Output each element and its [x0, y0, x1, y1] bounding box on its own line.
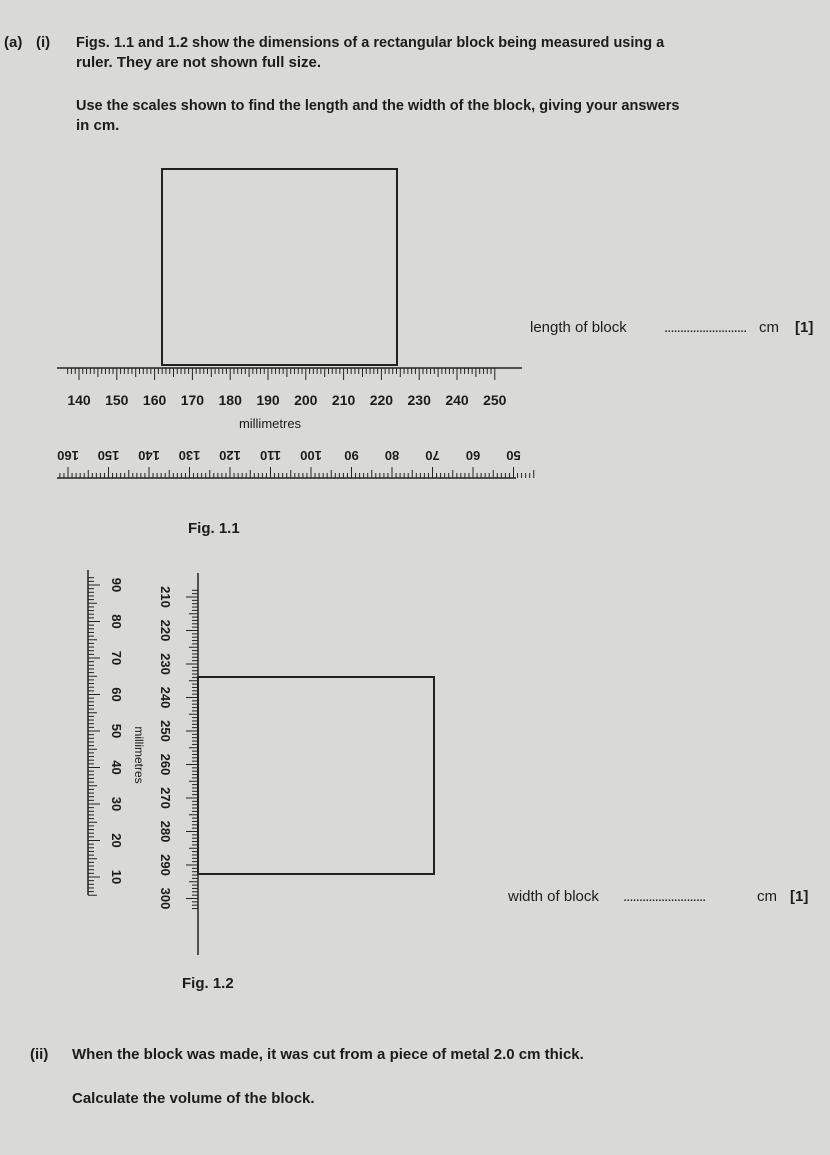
bottom-ruler-number: 80	[384, 448, 400, 463]
right-ruler-number: 220	[158, 619, 173, 642]
width-marks: [1]	[790, 888, 809, 905]
left-ruler-number: 20	[109, 833, 124, 848]
left-ruler-number: 30	[109, 796, 124, 812]
top-ruler-number: 160	[142, 392, 167, 408]
left-ruler-number: 70	[109, 650, 124, 666]
right-ruler-number: 280	[158, 820, 173, 843]
length-answer-label: length of block	[530, 319, 627, 336]
length-answer-unit: cm	[759, 319, 779, 336]
fig1-unit-label: millimetres	[238, 416, 302, 431]
figure-1-1	[0, 0, 830, 520]
left-ruler-number: 60	[109, 687, 124, 702]
bottom-ruler	[57, 448, 534, 478]
top-ruler-number: 190	[256, 392, 280, 408]
bottom-ruler-number: 100	[300, 448, 322, 463]
block-side-view	[198, 677, 434, 874]
right-ruler-number: 240	[158, 686, 173, 709]
subpart-ii-label: (ii)	[30, 1046, 49, 1063]
bottom-ruler-number: 110	[260, 448, 281, 463]
intro-line-2: ruler. They are not shown full size.	[76, 54, 322, 71]
left-ruler-number: 90	[109, 577, 124, 593]
right-ruler-number: 250	[158, 720, 173, 742]
length-marks: [1]	[795, 319, 814, 336]
subpart-ii-text: When the block was made, it was cut from a piece of metal 2.0 cm thick.	[72, 1046, 584, 1063]
subpart-i-label: (i)	[36, 34, 51, 51]
width-answer-label: width of block	[508, 888, 599, 905]
left-ruler-number: 80	[109, 614, 124, 629]
instruction-line-2: in cm.	[76, 117, 120, 134]
left-ruler	[88, 570, 124, 895]
top-ruler-number: 210	[331, 392, 356, 408]
bottom-ruler-number: 150	[97, 448, 120, 463]
left-ruler-number: 40	[109, 760, 124, 775]
length-answer-blank[interactable]: ..........................	[664, 319, 747, 336]
top-ruler-number: 230	[407, 392, 431, 408]
top-ruler-number: 240	[445, 392, 469, 408]
top-ruler-number: 150	[105, 392, 129, 408]
right-ruler-number: 210	[158, 586, 173, 608]
left-ruler-number: 10	[109, 869, 124, 885]
fig2-caption: Fig. 1.2	[182, 975, 234, 992]
right-ruler-number: 300	[158, 887, 173, 910]
subpart-ii-instruction: Calculate the volume of the block.	[72, 1090, 315, 1107]
bottom-ruler-number: 50	[506, 448, 521, 463]
bottom-ruler-number: 130	[178, 448, 201, 463]
bottom-ruler-number: 70	[425, 448, 440, 463]
bottom-ruler-number: 160	[57, 448, 79, 463]
right-ruler-number: 230	[158, 653, 173, 675]
right-ruler-number: 260	[158, 753, 173, 776]
figure-1-2	[0, 555, 830, 975]
block-top-view	[162, 169, 397, 365]
instruction-line-1: Use the scales shown to find the length and the width of the block, giving your answers	[76, 98, 680, 114]
right-ruler	[158, 573, 198, 955]
bottom-ruler-number: 140	[138, 448, 160, 463]
top-ruler-number: 250	[483, 392, 507, 408]
width-answer-blank[interactable]: ..........................	[623, 888, 706, 905]
top-ruler-number: 140	[67, 392, 91, 408]
bottom-ruler-number: 60	[465, 448, 481, 463]
left-ruler-number: 50	[109, 723, 124, 739]
top-ruler-number: 220	[369, 392, 394, 408]
fig2-unit-label: millimetres	[132, 726, 146, 784]
intro-line-1: Figs. 1.1 and 1.2 show the dimensions of a rectangular block being measured using a	[76, 35, 665, 51]
right-ruler-number: 270	[158, 787, 173, 809]
right-ruler-number: 290	[158, 854, 173, 876]
width-answer-unit: cm	[757, 888, 777, 905]
part-label: (a)	[4, 34, 23, 51]
top-ruler	[57, 368, 522, 408]
top-ruler-number: 200	[294, 392, 318, 408]
fig1-caption: Fig. 1.1	[188, 520, 240, 537]
bottom-ruler-number: 120	[219, 448, 241, 463]
top-ruler-number: 180	[218, 392, 242, 408]
top-ruler-number: 170	[180, 392, 205, 408]
bottom-ruler-number: 90	[344, 448, 359, 463]
